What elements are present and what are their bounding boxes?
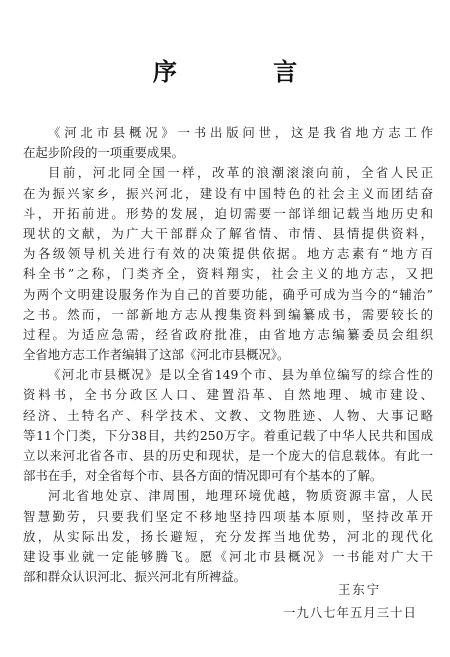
text-line: 科全书”之称，门类齐全，资料翔实，社会主义的地方志，又把 bbox=[23, 266, 433, 282]
signature-name: 王东宁 bbox=[338, 582, 382, 597]
signature-date: 一九八七年五月三十日 bbox=[283, 605, 417, 620]
text-line: 为两个文明建设服务作为自己的首要功能，确乎可成为当今的“辅治” bbox=[23, 286, 433, 302]
text-line: 过程。为适应急需，经省政府批准，由省地方志编纂委员会组织 bbox=[23, 326, 433, 342]
text-line: 经济、土特名产、科学技术、文教、文物胜迹、人物、大事记略 bbox=[23, 407, 433, 423]
text-line: 资料书，全书分政区人口、建置沿革、自然地理、城市建设、 bbox=[23, 387, 433, 403]
text-line: 部和群众认识河北、振兴河北有所裨益。 bbox=[23, 569, 247, 585]
text-line: 部书在手，对全省每个市、县各方面的情况即可有个基本的了解。 bbox=[23, 468, 383, 484]
text-line: 在为振兴家乡，振兴河北，建设有中国特色的社会主义而团结奋 bbox=[23, 185, 433, 201]
text-line: 目前，河北同全国一样，改革的浪潮滚滚向前，全省人民正 bbox=[48, 165, 433, 181]
text-line: 《河北市县概况》是以全省149个市、县为单位编写的综合性的 bbox=[48, 367, 433, 383]
text-line: 智慧勤劳，只要我们坚定不移地坚持四项基本原则，坚持改革开 bbox=[23, 508, 433, 524]
page-title: 序 言 bbox=[152, 58, 342, 86]
text-line: 建设事业就一定能够腾飞。愿《河北市县概况》一书能对广大干 bbox=[23, 548, 433, 564]
text-line: 斗，开拓前进。形势的发展，迫切需要一部详细记载当地历史和 bbox=[23, 205, 433, 221]
text-line: 等11个门类，下分38目，共约250万字。着重记载了中华人民共和国成 bbox=[23, 427, 433, 443]
preface-body bbox=[23, 123, 433, 587]
text-line: 为各级领导机关进行有效的决策提供依据。地方志素有“地方百 bbox=[23, 246, 433, 262]
text-line: 现状的文献，为广大干部群众了解省情、市情、县情提供资料， bbox=[23, 225, 433, 241]
text-line: 河北省地处京、津周围，地理环境优越，物质资源丰富，人民 bbox=[48, 488, 433, 504]
text-line: 全省地方志工作者编辑了这部《河北市县概况》。 bbox=[23, 347, 290, 363]
text-line: 之书。然而，一部新地方志从搜集资料到编纂成书，需要较长的 bbox=[23, 306, 433, 322]
text-line: 在起步阶段的一项重要成果。 bbox=[23, 145, 185, 161]
text-line: 放，从实际出发，扬长避短，充分发挥当地优势，河北的现代化 bbox=[23, 528, 433, 544]
text-line: 《河北市县概况》一书出版问世，这是我省地方志工作 bbox=[48, 125, 433, 140]
text-line: 立以来河北省各市、县的历史和现状，是一个庞大的信息载体。有此一 bbox=[23, 448, 433, 463]
